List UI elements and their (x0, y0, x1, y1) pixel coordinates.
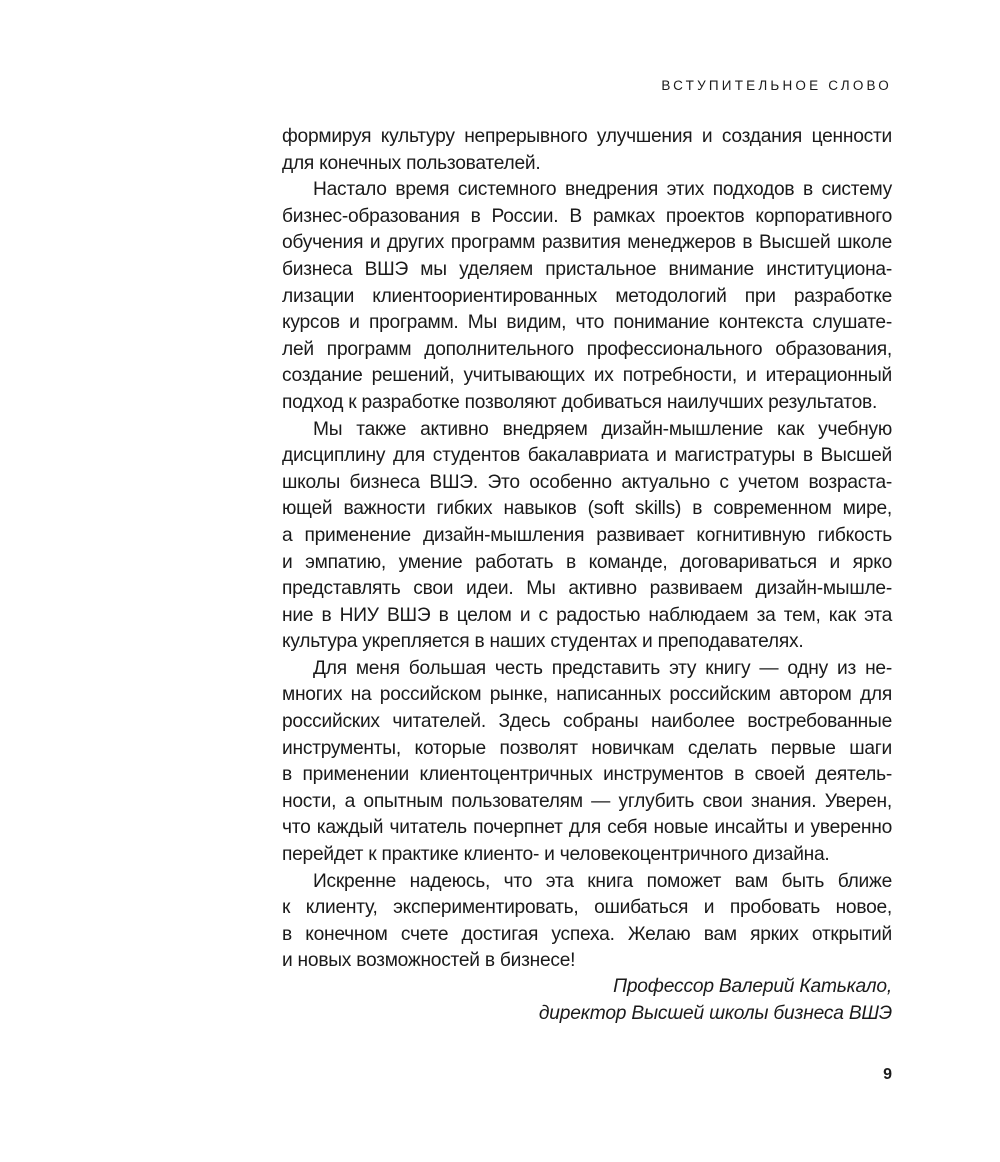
page-number: 9 (883, 1066, 892, 1083)
text-line: подход к разработке позволяют добиваться наилучших результатов. (282, 391, 878, 413)
text-line: а применение дизайн-мышления развивает когнитивную гибкость (282, 524, 892, 546)
text-line: культура укрепляется в наших студентах и преподавателях. (282, 631, 804, 653)
text-line: ющей важности гибких навыков (soft skills) в современном мире, (282, 498, 892, 520)
text-line: школы бизнеса ВШЭ. Это особенно актуально с учетом возраста- (282, 471, 892, 493)
text-line: лизации клиентоориентированных методологий при разработке (282, 285, 892, 307)
text-line: Мы также активно внедряем дизайн-мышление как учебную (313, 418, 892, 440)
text-line: создание решений, учитывающих их потребности, и итерационный (282, 365, 892, 387)
text-line: что каждый читатель почерпнет для себя новые инсайты и уверенно (282, 817, 892, 839)
signature-name: Профессор Валерий Катькало, (613, 976, 892, 997)
signature (539, 974, 892, 1027)
signature-title: директор Высшей школы бизнеса ВШЭ (538, 1002, 892, 1024)
text-line: и новых возможностей в бизнесе! (282, 950, 576, 972)
text-line: лей программ дополнительного профессионального образования, (282, 338, 892, 360)
text-line: бизнес-образования в России. В рамках проектов корпоративного (282, 205, 892, 227)
body-text (282, 124, 892, 975)
text-line: к клиенту, экспериментировать, ошибаться и пробовать новое, (282, 897, 892, 919)
text-line: ние в НИУ ВШЭ в целом и с радостью наблюдаем за тем, как эта (282, 604, 892, 626)
running-head: ВСТУПИТЕЛЬНОЕ СЛОВО (661, 78, 892, 93)
text-line: перейдет к практике клиенто- и человекоцентричного дизайна. (282, 844, 830, 866)
text-line: курсов и программ. Мы видим, что понимание контекста слушате- (282, 312, 892, 334)
text-line: инструменты, которые позволят новичкам сделать первые шаги (282, 737, 892, 759)
text-line: в применении клиентоцентричных инструментов в своей деятель- (282, 764, 892, 786)
text-line: для конечных пользователей. (282, 152, 541, 174)
text-line: формируя культуру непрерывного улучшения и создания ценности (282, 126, 892, 147)
text-line: Для меня большая честь представить эту книгу — одну из не- (313, 657, 892, 679)
text-line: многих на российском рынке, написанных российским автором для (282, 684, 892, 706)
text-line: российских читателей. Здесь собраны наиболее востребованные (282, 711, 892, 733)
text-line: представлять свои идеи. Мы активно развиваем дизайн-мышле- (282, 578, 892, 600)
text-line: обучения и других программ развития менеджеров в Высшей школе (282, 232, 892, 254)
text-line: Настало время системного внедрения этих подходов в систему (313, 179, 892, 201)
text-line: бизнеса ВШЭ мы уделяем пристальное внимание институциона- (282, 258, 892, 280)
text-line: Искренне надеюсь, что эта книга поможет вам быть ближе (313, 870, 892, 892)
text-line: дисциплину для студентов бакалавриата и магистратуры в Высшей (282, 445, 892, 467)
text-line: и эмпатию, умение работать в команде, договариваться и ярко (282, 551, 892, 573)
text-line: в конечном счете достигая успеха. Желаю вам ярких открытий (282, 923, 892, 945)
text-line: ности, а опытным пользователям — углубить свои знания. Уверен, (282, 790, 892, 812)
